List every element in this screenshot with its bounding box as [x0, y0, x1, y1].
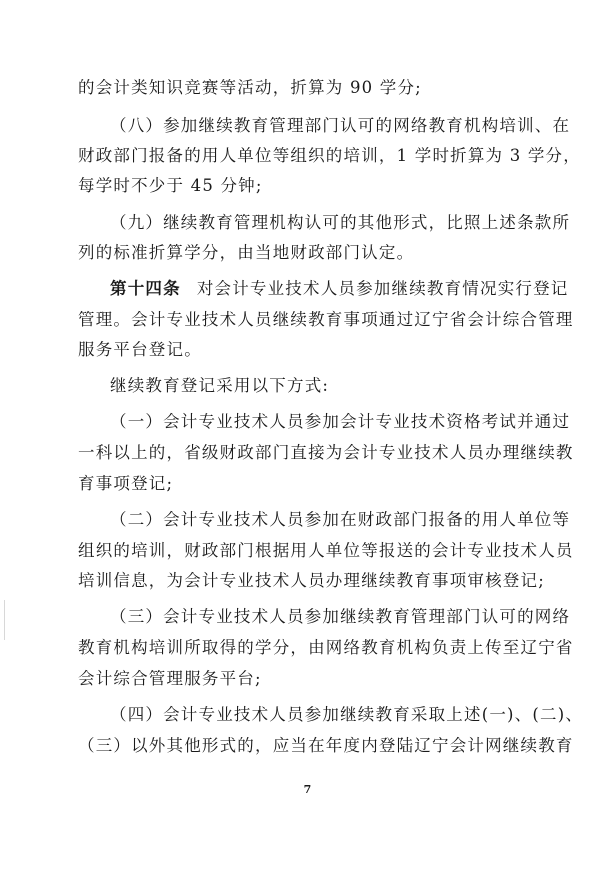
- text-line-9: 服务平台登记。: [78, 340, 202, 359]
- text-line-8: 管理。会计专业技术人员继续教育事项通过辽宁省会计综合管理: [78, 310, 574, 329]
- text-line-19: 会计综合管理服务平台;: [78, 669, 262, 688]
- text-line-13: 育事项登记;: [78, 474, 174, 493]
- text-line-1: 的会计类知识竞赛等活动，折算为 90 学分;: [78, 78, 422, 97]
- text-line-11: （一）会计专业技术人员参加会计专业技术资格考试并通过: [110, 412, 571, 431]
- text-line-15: 组织的培训，财政部门根据用人单位等报送的会计专业技术人员: [78, 541, 574, 560]
- page-number: 7: [303, 783, 312, 796]
- text-line-7: 对会计专业技术人员参加继续教育情况实行登记: [196, 279, 569, 298]
- text-line-20: （四）会计专业技术人员参加继续教育采取上述(一)、(二)、: [110, 705, 584, 724]
- text-line-16: 培训信息，为会计专业技术人员办理继续教育事项审核登记;: [78, 571, 545, 590]
- text-line-14: （二）会计专业技术人员参加在财政部门报备的用人单位等: [110, 510, 571, 529]
- article-heading: 第十四条: [110, 279, 181, 298]
- scan-edge-mark: [4, 600, 5, 640]
- text-line-6: 列的标准折算学分，由当地财政部门认定。: [78, 243, 415, 262]
- text-line-2: （八）参加继续教育管理部门认可的网络教育机构培训、在: [110, 116, 571, 135]
- article-14-first-line: [110, 279, 569, 299]
- text-line-17: （三）会计专业技术人员参加继续教育管理部门认可的网络: [110, 607, 571, 626]
- text-line-21: （三）以外其他形式的，应当在年度内登陆辽宁会计网继续教育: [78, 736, 574, 755]
- text-line-12: 一科以上的，省级财政部门直接为会计专业技术人员办理继续教: [78, 443, 574, 462]
- text-line-10: 继续教育登记采用以下方式:: [110, 376, 330, 395]
- text-line-18: 教育机构培训所取得的学分，由网络教育机构负责上传至辽宁省: [78, 638, 574, 657]
- text-line-4: 每学时不少于 45 分钟;: [78, 176, 263, 195]
- text-line-3: 财政部门报备的用人单位等组织的培训，1 学时折算为 3 学分，: [78, 146, 581, 165]
- text-line-5: （九）继续教育管理机构认可的其他形式，比照上述条款所: [110, 213, 571, 232]
